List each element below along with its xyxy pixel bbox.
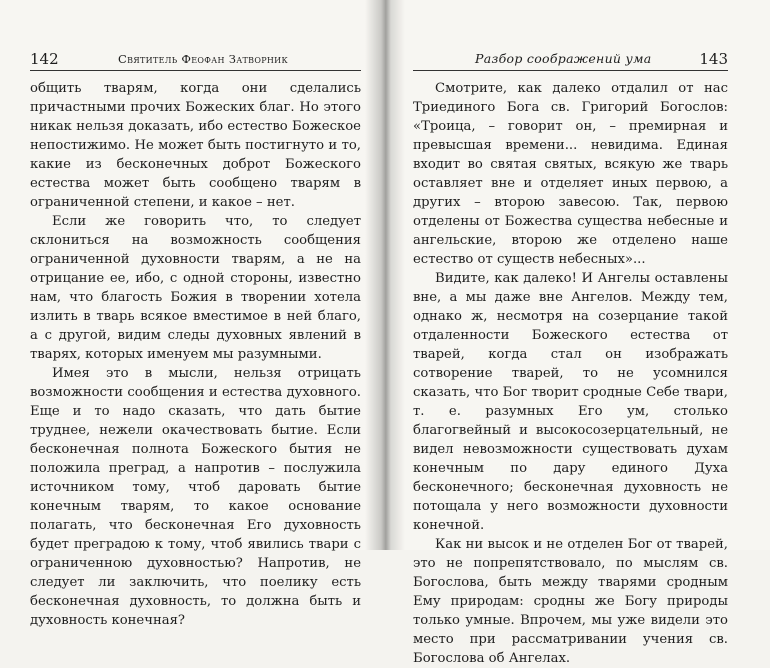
right-running-head: Разбор соображений ума: [475, 51, 652, 66]
right-page-header: [413, 50, 728, 71]
left-paragraph-3: Имея это в мысли, нельзя отрицать возможности сообщения и естества духовного. Еще и то надо сказать, что дать бытие труднее, нежели окачествовать бытие. Если бесконечная полнота Божеского бытия не положила преград, а напротив – послужила источником тому, чтоб даровать бытие конечным тварям, то какое основание полагать, что бесконечная Его духовность будет преградою к тому, чтоб явились твари с ограниченною духовностью? Напротив, не следует ли заключить, что поелику есть бесконечная духовность, то должна быть и духовность конечная?: [30, 366, 361, 628]
book-gutter-shadow: [365, 0, 405, 550]
left-page-header: [30, 50, 361, 71]
right-page: [385, 0, 770, 666]
left-running-head: Святитель Феофан Затворник: [118, 52, 288, 66]
right-paragraph-2: Видите, как далеко! И Ангелы оставлены вне, а мы даже вне Ангелов. Между тем, однако ж, несмотря на созерцание такой отдаленности Божеского естества от тварей, когда стал он изображать сотворение тварей, то не усомнился сказать, что Бог творит сродные Себе твари, т. е. разумных Его ум, столько благогвейный и высокосозерцательный, не видел невозможности существовать духам конечным по дару единого Духа бесконечного; бесконечная духовность не потощала у него возможности духовности конечной.: [413, 271, 728, 533]
left-paragraph-1: общить тварям, когда они сделались причастными прочих Божеских благ. Но этого никак нельзя доказать, ибо естество Божеское непостижимо. Не может быть постигнуто и то, какие из бесконечных доброт Божеского естества может быть сообщено тварям в ограниченной степени, и какое – нет.: [30, 81, 361, 210]
left-paragraph-2: Если же говорить что, то следует склониться на возможность сообщения ограниченной духовности тварям, а не на отрицание ее, ибо, с одной стороны, известно нам, что благость Божия в творении хотела излить в тварь всякое вместимое в ней благо, а с другой, видим следы духовных явлений в тварях, которых именуем мы разумными.: [30, 214, 361, 362]
right-paragraph-3: Как ни высок и не отделен Бог от тварей, это не попрепятствовало, по мыслям св. Богослова, быть между тварями сродным Ему природам: сродны же Богу природы только умные. Впрочем, мы уже видели это место при рассматривании учения св. Богослова об Ангелах.: [413, 537, 728, 666]
right-paragraph-1: Смотрите, как далеко отдалил от нас Триединого Бога св. Григорий Богослов: «Троица, – говорит он, – премирная и превысшая времени... невидима. Единая входит во святая святых, всякую же тварь оставляет вне и отделяет иных первою, а других – второю завесою. Так, первою отделены от Божества существа небесные и ангельские, второю же отделено наше естество от существ небесных»...: [413, 81, 728, 267]
left-page: [0, 0, 385, 628]
left-page-number: 142: [30, 50, 59, 68]
right-page-number: 143: [699, 50, 728, 68]
